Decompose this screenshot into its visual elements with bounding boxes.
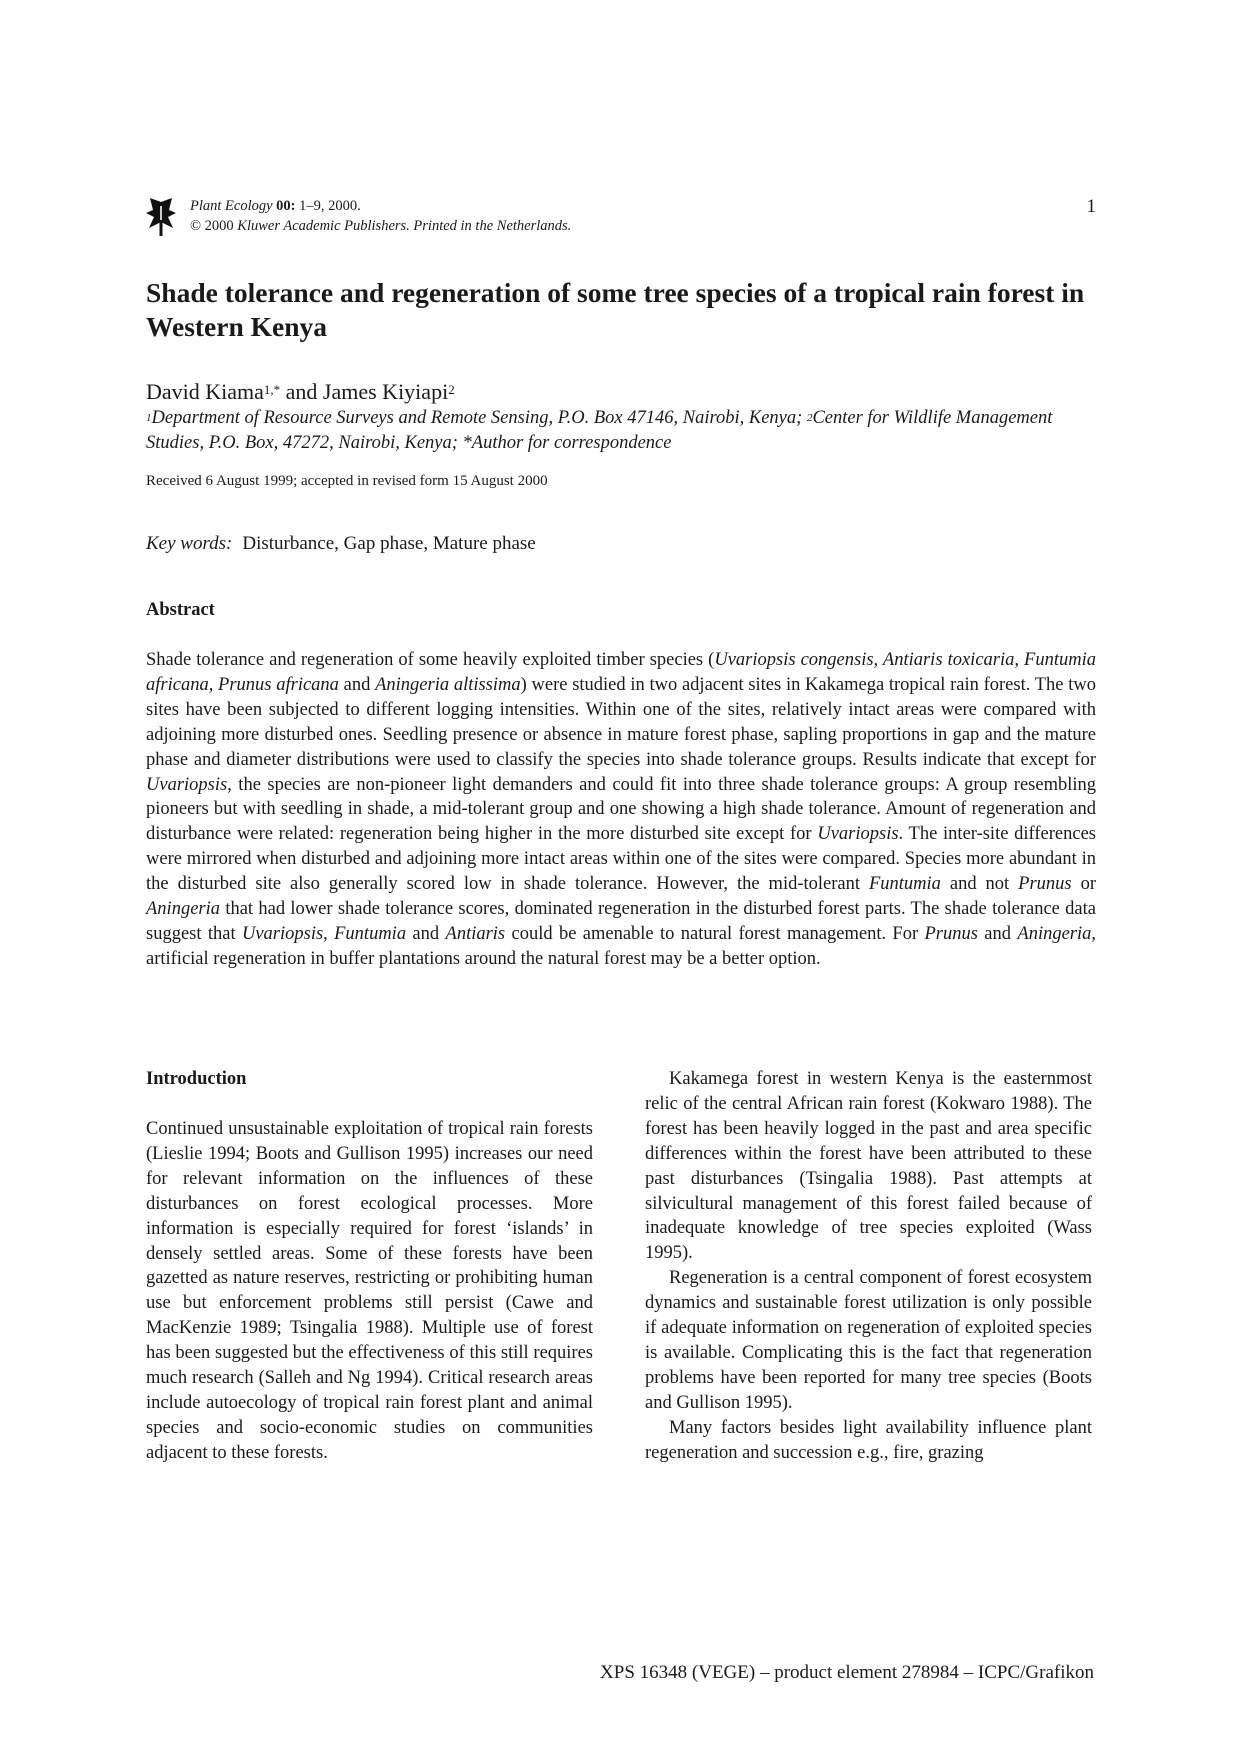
journal-volume: 00:: [276, 198, 296, 214]
journal-citation: [190, 196, 571, 236]
affiliation-text: Center for Wildlife Management Studies, P.O. Box, 47272, Nairobi, Kenya; *Author for correspondence: [146, 408, 1053, 453]
abstract-species: Uvariopsis congensis, Antiaris toxicaria, Funtumia africana, Prunus africana: [146, 650, 1096, 695]
journal-citation-line: [190, 196, 571, 216]
page-number: 1: [1086, 196, 1096, 217]
copyright-line: [190, 216, 571, 236]
abstract-species: Funtumia: [868, 874, 941, 895]
abstract-species: Aningeria: [1017, 923, 1092, 944]
abstract-segment: could be amenable to natural forest management. For: [505, 923, 925, 944]
publisher-logo-icon: [146, 198, 176, 236]
received-dates: Received 6 August 1999; accepted in revised form 15 August 2000: [146, 473, 548, 489]
paper-title: Shade tolerance and regeneration of some tree species of a tropical rain forest in Western Kenya: [146, 277, 1085, 342]
abstract-species: Aningeria: [146, 899, 220, 920]
abstract-segment: ) were studied in two adjacent sites in Kakamega tropical rain forest. The two sites have been subjected to different logging intensities. Within one of the sites, relatively intact areas were compared with adjoining more disturbed ones. Seedling presence or absence in mature forest phase, sapling proportions in gap and the mature phase and diameter distributions were used to classify the species into shade tolerance groups. Results indicate that except for: [146, 674, 1096, 770]
abstract-segment: or: [1071, 874, 1096, 895]
abstract-species: Uvariopsis: [146, 774, 228, 795]
abstract-segment: Shade tolerance and regeneration of some heavily exploited timber species (: [146, 650, 715, 670]
introduction-paragraph: Continued unsustainable exploitation of tropical rain forests (Lieslie 1994; Boots and Gullison 1995) increases our need for relevant information on the influences of these disturbances on forest ecological processes. More information is especially required for forest ‘islands’ in densely settled areas. Some of these forests have been gazetted as nature reserves, restricting or prohibiting human use but enforcement problems still persist (Cawe and MacKenzie 1989; Tsingalia 1988). Multiple use of forest has been suggested but the effectiveness of this still requires much research (Salleh and Ng 1994). Critical research areas include autoecology of tropical rain forest plant and animal species and socio-economic studies on communities adjacent to these forests.: [146, 1119, 593, 1463]
abstract-segment: and: [977, 923, 1018, 944]
author-connector: and: [285, 379, 318, 404]
abstract-segment: and not: [940, 874, 1019, 895]
copyright-year: © 2000: [190, 218, 234, 234]
right-column: [645, 1067, 1092, 1466]
abstract-text: [146, 648, 1096, 972]
abstract-segment: . The inter-site differences were mirrored when disturbed and adjoining more intact areas within one of the sites were compared. Species more abundant in the disturbed site also generally scored low in shade tolerance. However, the mid-tolerant: [146, 824, 1096, 895]
abstract-segment: and: [338, 674, 376, 695]
production-footer: XPS 16348 (VEGE) – product element 278984 – ICPC/Grafikon: [600, 1662, 1094, 1683]
introduction-heading: Introduction: [146, 1069, 247, 1089]
keywords-terms: Disturbance, Gap phase, Mature phase: [242, 533, 536, 554]
abstract-species: Aningeria altissima: [375, 674, 521, 695]
abstract-segment: , artificial regeneration in buffer plantations around the natural forest may be a better option.: [146, 923, 1097, 969]
keywords-label: Key words:: [146, 533, 233, 554]
abstract-species: Prunus: [924, 923, 978, 944]
author-list: [146, 378, 455, 406]
author-affiliation-mark: 2: [448, 382, 455, 397]
abstract-segment: that had lower shade tolerance scores, dominated regeneration in the disturbed forest parts. The shade tolerance data suggest that: [146, 899, 1096, 944]
affiliation-text: Department of Resource Surveys and Remote Sensing, P.O. Box 47146, Nairobi, Kenya;: [151, 408, 803, 428]
abstract-segment: , the species are non-pioneer light demanders and could fit into three shade tolerance groups: A group resembling pioneers but with seedling in shade, a mid-tolerant group and one showing a high shade tolerance. Amount of regeneration and disturbance were related: regeneration being higher in the more disturbed site except for: [146, 774, 1096, 845]
journal-name: Plant Ecology: [190, 198, 273, 214]
introduction-paragraph: Many factors besides light availability influence plant regeneration and succession e.g., fire, grazing: [645, 1417, 1092, 1463]
author-name: David Kiama: [146, 379, 264, 404]
keywords: [146, 533, 536, 555]
author-affiliation-mark: 1,*: [263, 382, 281, 397]
abstract-segment: and: [406, 923, 446, 944]
abstract-species: Prunus: [1018, 874, 1072, 895]
abstract-species: Antiaris: [445, 923, 506, 944]
publisher-name: Kluwer Academic Publishers. Printed in the Netherlands.: [237, 218, 572, 234]
journal-pages-year: 1–9, 2000.: [299, 198, 361, 214]
journal-header: [146, 196, 1096, 240]
left-column: [146, 1117, 593, 1466]
abstract-species: Uvariopsis, Funtumia: [241, 923, 407, 944]
abstract-heading: Abstract: [146, 600, 215, 620]
introduction-paragraph: Regeneration is a central component of forest ecosystem dynamics and sustainable forest utilization is only possible if adequate information on regeneration of exploited species is available. Complicating this is the fact that regeneration problems have been reported for many tree species (Boots and Gullison 1995).: [645, 1268, 1092, 1413]
introduction-paragraph: Kakamega forest in western Kenya is the easternmost relic of the central African rain forest (Kokwaro 1988). The forest has been heavily logged in the past and area specific differences within the forest have been attributed to these past disturbances (Tsingalia 1988). Past attempts at silvicultural management of this forest failed because of inadequate knowledge of tree species exploited (Wass 1995).: [645, 1069, 1092, 1264]
affiliations: [146, 406, 1096, 456]
affiliation-mark: 1: [146, 412, 152, 424]
abstract-species: Uvariopsis: [817, 824, 899, 845]
author-name: James Kiyiapi: [322, 379, 449, 404]
affiliation-mark: 2: [806, 412, 813, 424]
